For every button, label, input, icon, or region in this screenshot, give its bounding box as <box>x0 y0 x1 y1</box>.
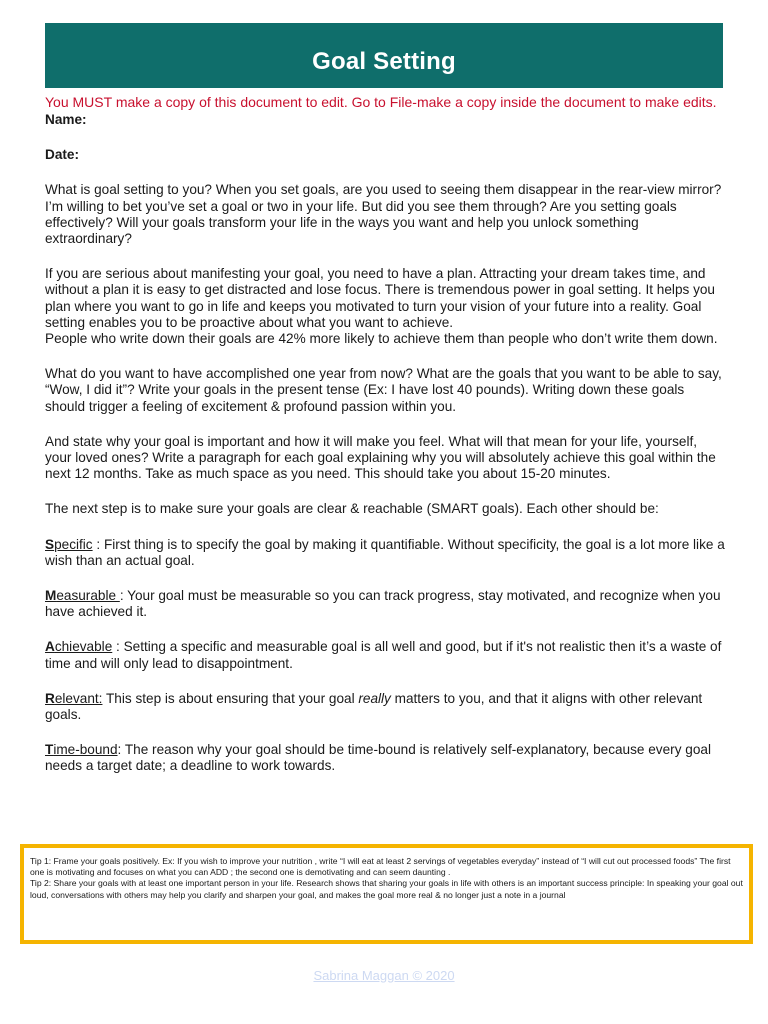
header-banner <box>45 23 723 88</box>
smart-term-specific: Specific <box>45 536 93 552</box>
smart-term-achievable: Achievable <box>45 639 113 655</box>
intro-paragraph-5: And state why your goal is important and how it will make you feel. What will that mean for your life, yourself, your loved ones? Write a paragraph for each goal explaining why you will absolutely achieve this goal within the next 12 months. Take as much space as you need. This should take you about 15-20 minutes. <box>45 433 716 482</box>
intro-paragraph-4: What do you want to have accomplished one year from now? What are the goals that you want to be able to say, “Wow, I did it”? Write your goals in the present tense (Ex: I have lost 40 pounds). Writing down these goals should trigger a feeling of excitement & profound passion within you. <box>45 366 722 414</box>
emphasis-really: really <box>358 690 391 706</box>
document-body <box>45 93 725 775</box>
smart-term-measurable: Measurable <box>45 588 120 604</box>
smart-relevant: Relevant: This step is about ensuring that your goal really matters to you, and that it aligns with other relevant goals. <box>45 690 703 723</box>
name-label: Name: <box>45 112 87 127</box>
smart-achievable: Achievable : Setting a specific and measurable goal is all well and good, but if it's not realistic then it’s a waste of time and will only lead to disappointment. <box>45 639 722 671</box>
copy-notice: You MUST make a copy of this document to edit. Go to File-make a copy inside the document to make edits. <box>45 94 717 110</box>
smart-time-bound: Time-bound: The reason why your goal should be time-bound is relatively self-explanatory, because every goal needs a target date; a deadline to work towards. <box>45 742 711 774</box>
smart-term-time-bound: Time-bound <box>45 742 118 758</box>
copyright-link[interactable]: Sabrina Maggan © 2020 <box>313 968 455 983</box>
page-title: Goal Setting <box>312 47 456 75</box>
tip-2: Tip 2: Share your goals with at least one important person in your life. Research shows that sharing your goals in life with others is an important success principle: In speaking your goal out loud, conversations with others may help you clarify and sharpen your goal, and makes the goal more real & no longer just a note in a journal <box>30 878 743 900</box>
date-label: Date: <box>45 147 79 163</box>
smart-specific: Specific : First thing is to specify the goal by making it quantifiable. Without specificity, the goal is a lot more like a wish than an actual goal. <box>45 536 725 568</box>
intro-paragraph-2: If you are serious about manifesting your goal, you need to have a plan. Attracting your dream takes time, and without a plan it is easy to get distracted and lose focus. There is tremendous power in goal setting. It helps you plan where you want to go in life and keeps you motivated to turn your vision of your future into a reality. Goal setting enables you to be proactive about what you want to achieve. <box>45 266 715 330</box>
intro-paragraph-3: People who write down their goals are 42% more likely to achieve them than people who don’t write them down. <box>45 331 718 347</box>
smart-measurable: Measurable : Your goal must be measurable so you can track progress, stay motivated, and recognize when you have achieved it. <box>45 588 721 620</box>
tip-1: Tip 1: Frame your goals positively. Ex: If you wish to improve your nutrition , write “I will eat at least 2 servings of vegetables everyday” instead of “I will cut out processed foods” The first one is motivating and focuses on what you can ADD ; the second one is demotivating and can seem daunting . <box>30 856 731 878</box>
intro-paragraph-1: What is goal setting to you? When you set goals, are you used to seeing them disappear in the rear-view mirror? I’m willing to bet you’ve set a goal or two in your life. But did you see them through? Are you setting goals effectively? Will your goals transform your life in the ways you want and help you unlock something extraordinary? <box>45 182 722 247</box>
intro-paragraph-6: The next step is to make sure your goals are clear & reachable (SMART goals). Each other should be: <box>45 501 659 517</box>
smart-term-relevant: Relevant: <box>45 690 103 706</box>
tips-box <box>20 844 753 944</box>
